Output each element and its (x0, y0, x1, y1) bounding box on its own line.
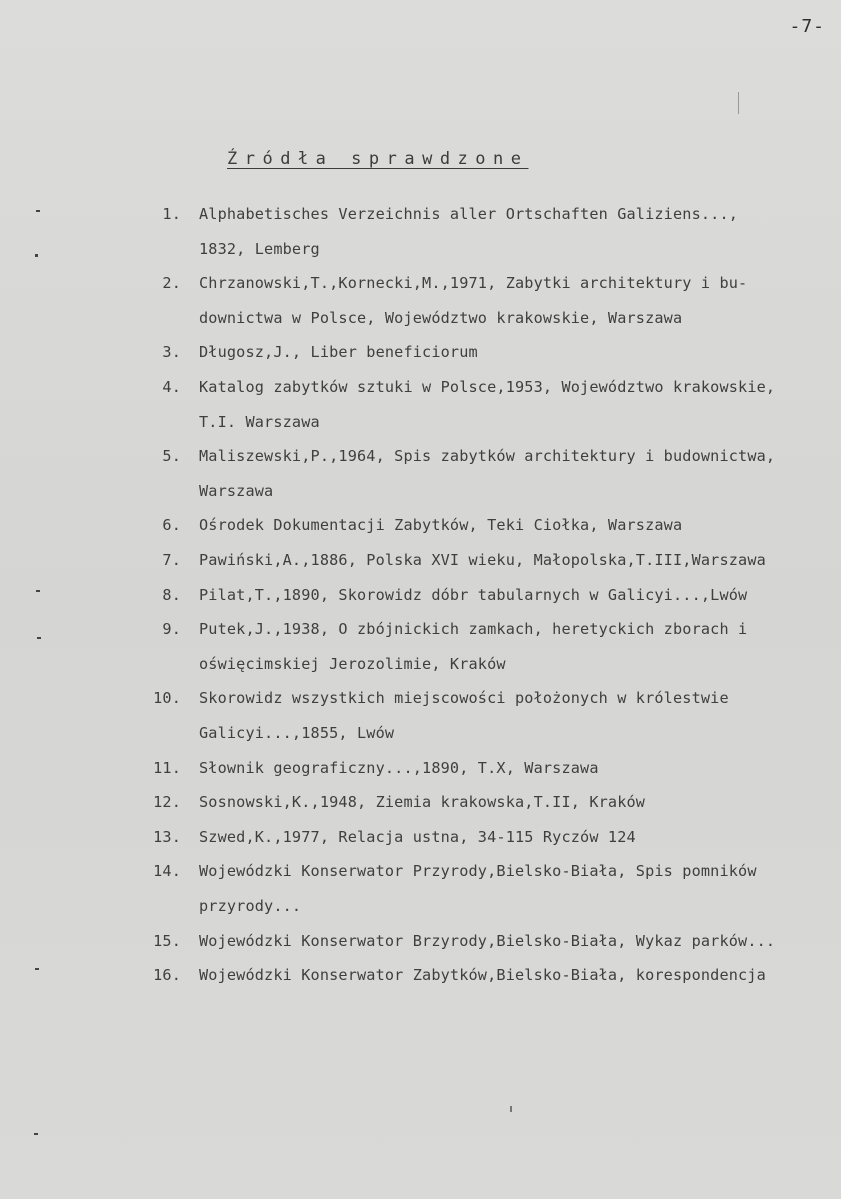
entry-number: 16. (153, 966, 181, 985)
entry-text-line: Putek,J.,1938, O zbójnickich zamkach, heretyckich zborach i (199, 620, 748, 639)
entry-number: 10. (153, 689, 181, 708)
entry-text-line: Warszawa (199, 481, 274, 500)
entry-text-line: Długosz,J., Liber beneficiorum (199, 343, 478, 362)
entry-number: 1. (162, 205, 181, 223)
entry-number: 8. (162, 585, 181, 604)
section-heading: Źródła sprawdzone (227, 149, 529, 169)
entry-text-line: Pawiński,A.,1886, Polska XVI wieku, Małopolska,T.III,Warszawa (199, 551, 766, 569)
entry-number: 13. (153, 827, 181, 846)
margin-mark (35, 968, 39, 970)
entry-number: 11. (153, 758, 181, 777)
entry-text-line: przyrody... (199, 897, 302, 915)
page-number: -7- (789, 16, 825, 37)
entry-text-line: Chrzanowski,T.,Kornecki,M.,1971, Zabytki architektury i bu- (199, 274, 748, 293)
entry-text-line: T.I. Warszawa (199, 412, 320, 431)
entry-text-line: Alphabetisches Verzeichnis aller Ortschaften Galiziens..., (199, 205, 739, 223)
entry-number: 5. (162, 447, 181, 466)
entry-text-line: Galicyi...,1855, Lwów (199, 724, 395, 742)
entry-number: 15. (153, 931, 181, 950)
entry-text-line: Sosnowski,K.,1948, Ziemia krakowska,T.II, Kraków (199, 793, 646, 812)
entry-text-line: Wojewódzki Konserwator Zabytków,Bielsko-Biała, korespondencja (199, 966, 766, 985)
entry-text-line: Szwed,K.,1977, Relacja ustna, 34-115 Ryczów 124 (199, 827, 636, 846)
paper-speck (510, 1106, 512, 1112)
entry-text-line: Pilat,T.,1890, Skorowidz dóbr tabularnych w Galicyi...,Lwów (199, 585, 748, 604)
entry-text-line: Wojewódzki Konserwator Przyrody,Bielsko-Biała, Spis pomników (199, 862, 757, 881)
entry-text-line: oświęcimskiej Jerozolimie, Kraków (199, 654, 506, 673)
paper-speck (738, 92, 739, 114)
margin-mark (36, 590, 40, 592)
entry-number: 12. (153, 793, 181, 812)
entry-text-line: downictwa w Polsce, Województwo krakowskie, Warszawa (199, 308, 683, 327)
entry-number: 6. (162, 516, 181, 535)
entry-number: 3. (162, 343, 181, 362)
margin-mark (34, 1133, 38, 1135)
entry-number: 4. (162, 378, 181, 396)
entry-text-line: Wojewódzki Konserwator Brzyrody,Bielsko-Biała, Wykaz parków... (199, 931, 776, 950)
margin-mark (35, 254, 38, 257)
margin-mark (37, 637, 41, 639)
entry-number: 9. (162, 620, 181, 639)
entry-text-line: Maliszewski,P.,1964, Spis zabytków architektury i budownictwa, (199, 447, 776, 466)
margin-mark (36, 210, 40, 212)
entry-number: 7. (162, 551, 181, 569)
entry-text-line: Słownik geograficzny...,1890, T.X, Warszawa (199, 758, 599, 777)
entry-text-line: Katalog zabytków sztuki w Polsce,1953, Województwo krakowskie, (199, 378, 776, 396)
entry-number: 2. (162, 274, 181, 293)
entry-text-line: 1832, Lemberg (199, 239, 320, 258)
entry-number: 14. (153, 862, 181, 881)
entry-text-line: Skorowidz wszystkich miejscowości położonych w królestwie (199, 689, 729, 708)
entry-text-line: Ośrodek Dokumentacji Zabytków, Teki Ciołka, Warszawa (199, 516, 683, 535)
